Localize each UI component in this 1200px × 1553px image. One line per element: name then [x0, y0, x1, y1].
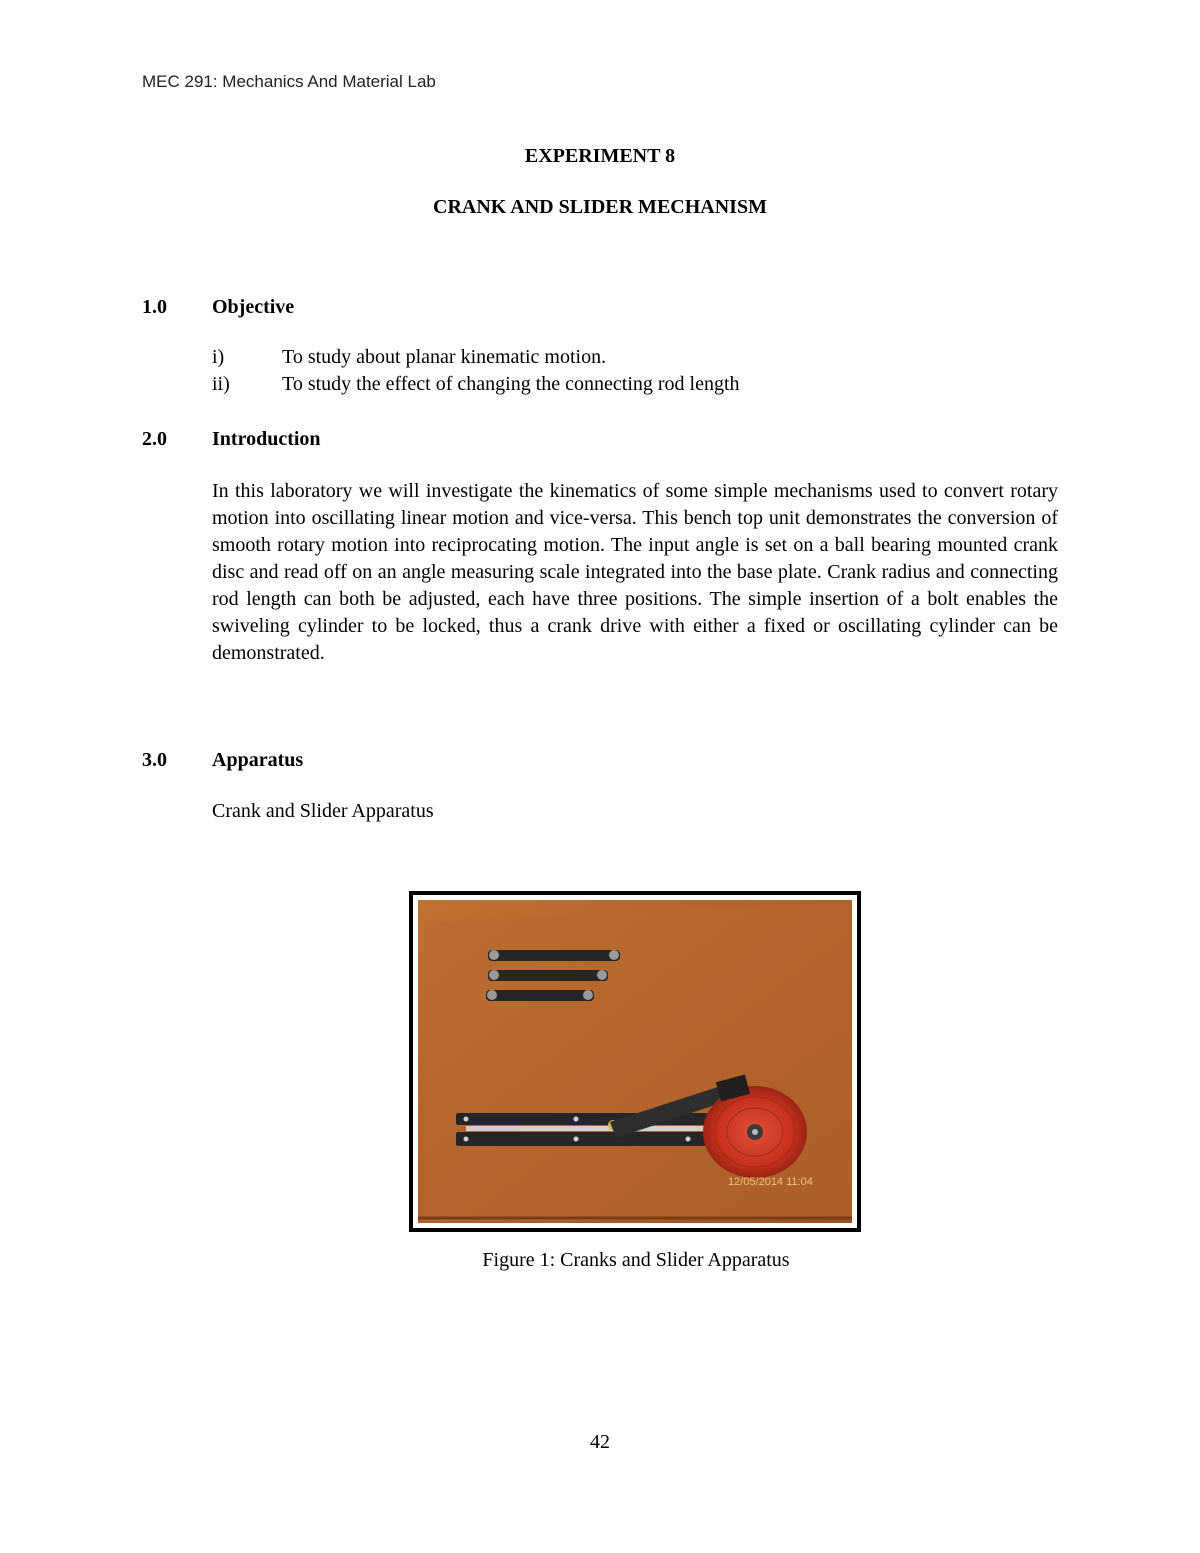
figure-photo-frame	[409, 891, 861, 1232]
running-header: MEC 291: Mechanics And Material Lab	[142, 72, 436, 91]
section-title: Apparatus	[212, 749, 304, 771]
objective-item	[212, 346, 606, 369]
figure-caption: Figure 1: Cranks and Slider Apparatus	[482, 1249, 790, 1271]
base-plate	[424, 902, 852, 1222]
section-introduction-heading	[142, 428, 321, 451]
section-number: 1.0	[142, 296, 167, 318]
list-marker: i)	[212, 346, 225, 368]
section-apparatus-heading	[142, 749, 303, 772]
introduction-paragraph: In this laboratory we will investigate the kinematics of some simple mechanisms used to convert rotary motion into oscillating linear motion and vice-versa. This bench top unit demonstrates the conversion of smooth rotary motion into reciprocating motion. The input angle is set on a ball bearing mounted crank disc and read off on an angle measuring scale integrated into the base plate. Crank radius and connecting rod length can both be adjusted, each have three positions. The simple insertion of a bolt enables the swiveling cylinder to be locked, thus a crank drive with either a fixed or oscillating cylinder can be demonstrated.	[212, 480, 1058, 664]
section-title: Objective	[212, 296, 295, 318]
experiment-number: EXPERIMENT 8	[524, 145, 676, 167]
section-objective-heading	[142, 296, 294, 319]
section-title: Introduction	[212, 428, 321, 450]
photo-timestamp: 12/05/2014 11:04	[728, 1176, 813, 1188]
apparatus-photo	[418, 900, 852, 1223]
section-number: 2.0	[142, 428, 167, 450]
page-number: 42	[590, 1431, 610, 1453]
apparatus-text: Crank and Slider Apparatus	[212, 800, 434, 822]
objective-item	[212, 373, 740, 396]
section-number: 3.0	[142, 749, 167, 771]
list-marker: ii)	[212, 373, 230, 395]
objective-text: To study the effect of changing the connecting rod length	[282, 373, 740, 395]
objective-text: To study about planar kinematic motion.	[282, 346, 607, 368]
experiment-title: CRANK AND SLIDER MECHANISM	[433, 196, 767, 218]
